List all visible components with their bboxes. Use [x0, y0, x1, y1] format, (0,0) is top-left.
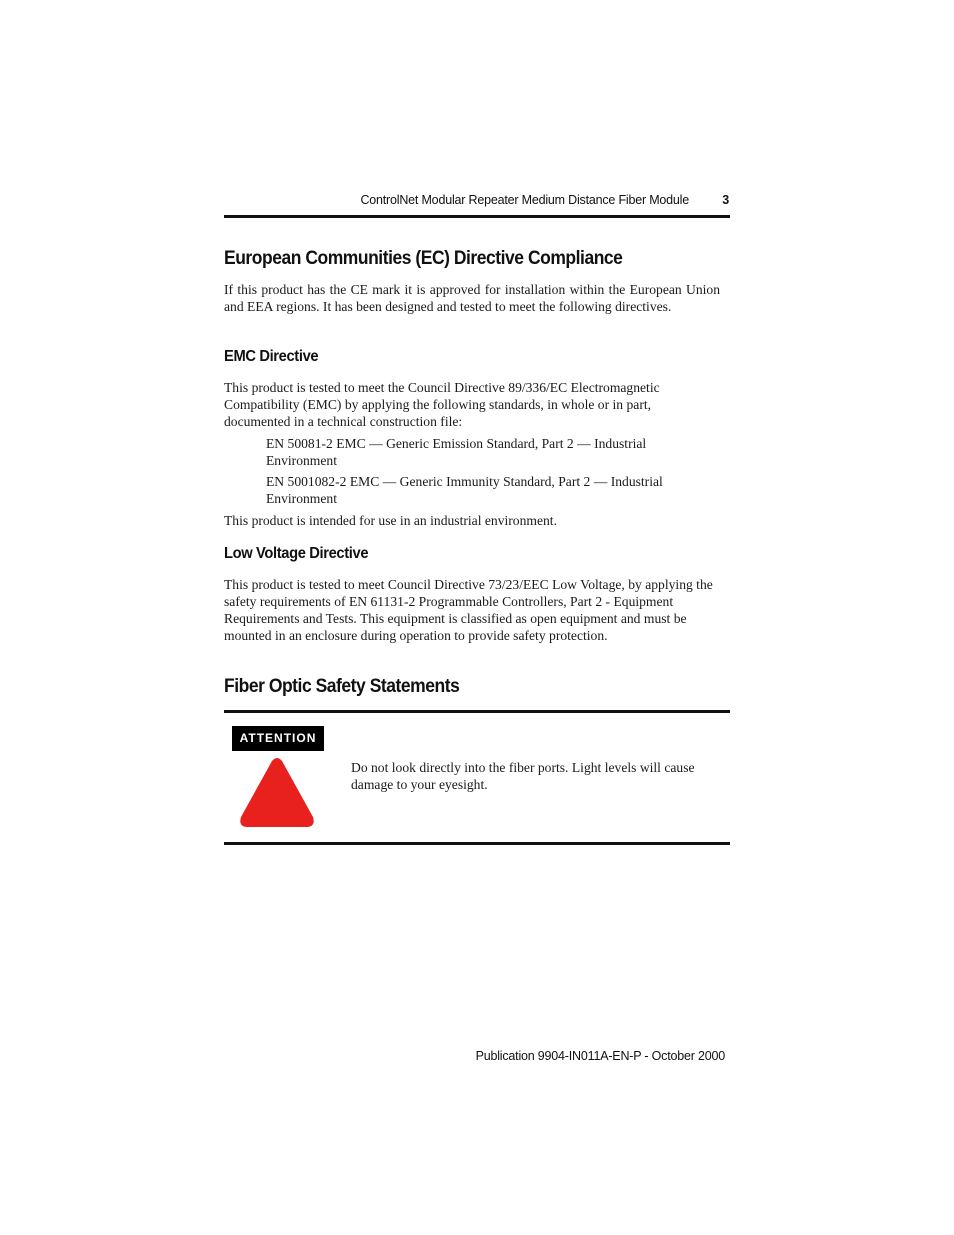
- page-number: 3: [722, 193, 729, 207]
- ec-directive-heading: European Communities (EC) Directive Compliance: [224, 248, 623, 269]
- attention-message: Do not look directly into the fiber ports. Light levels will cause damage to your eyesight.: [351, 760, 695, 792]
- running-header-title: ControlNet Modular Repeater Medium Distance Fiber Module: [360, 193, 689, 207]
- ec-directive-intro: If this product has the CE mark it is approved for installation within the European Union and EEA regions. It has been designed and tested to meet the following directives.: [224, 282, 720, 314]
- running-header: [224, 190, 730, 210]
- fiber-optic-safety-heading: Fiber Optic Safety Statements: [224, 676, 460, 697]
- emc-directive-closing: This product is intended for use in an industrial environment.: [224, 513, 557, 528]
- emc-standard-emission: EN 50081-2 EMC — Generic Emission Standard, Part 2 — Industrial Environment: [266, 436, 647, 468]
- low-voltage-directive-text: This product is tested to meet Council Directive 73/23/EEC Low Voltage, by applying the safety requirements of EN 61131-2 Programmable Controllers, Part 2 - Equipment Requirements and Tests. This equipment is classified as open equipment and must be mounted in an enclosure during operation to provide safety protection.: [224, 577, 713, 643]
- emc-directive-heading: EMC Directive: [224, 348, 319, 365]
- emc-standard-immunity: EN 5001082-2 EMC — Generic Immunity Standard, Part 2 — Industrial Environment: [266, 474, 663, 506]
- warning-triangle-icon: [238, 757, 316, 829]
- low-voltage-directive-heading: Low Voltage Directive: [224, 545, 369, 562]
- attention-top-rule: [224, 710, 730, 713]
- publication-footer: Publication 9904-IN011A-EN-P - October 2000: [475, 1049, 725, 1063]
- attention-label: ATTENTION: [232, 726, 324, 751]
- attention-bottom-rule: [224, 842, 730, 845]
- emc-directive-intro: This product is tested to meet the Council Directive 89/336/EC Electromagnetic Compatibility (EMC) by applying the following standards, in whole or in part, documented in a technical construction file:: [224, 380, 660, 429]
- header-rule: [224, 215, 730, 218]
